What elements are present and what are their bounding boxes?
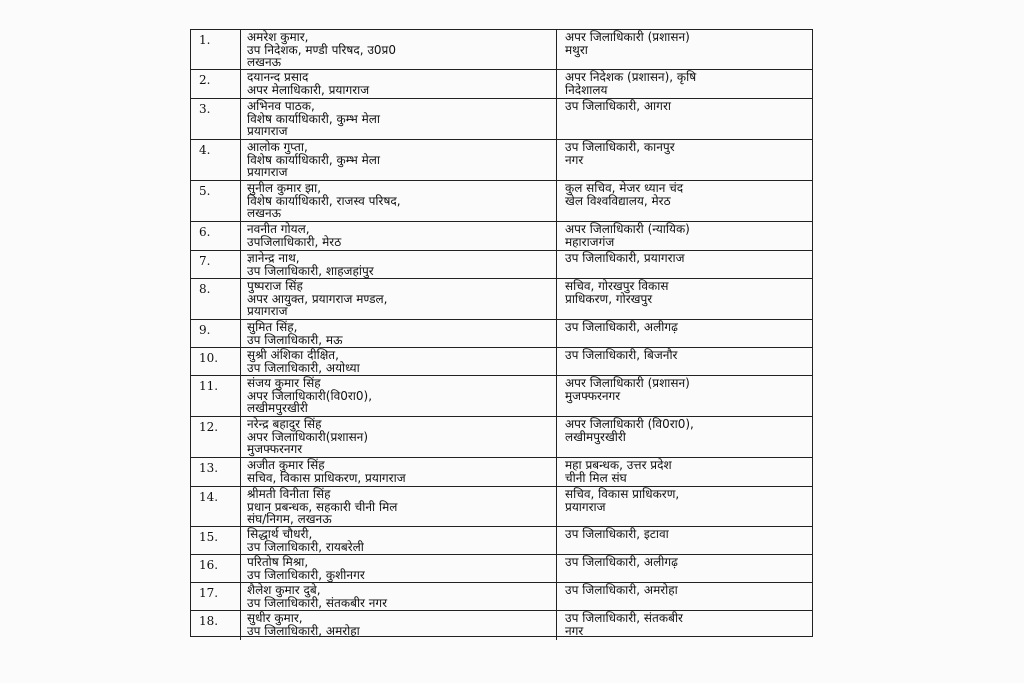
officer-new-post: सचिव, गोरखपुर विकास प्राधिकरण, गोरखपुर	[565, 279, 669, 306]
officer-current-post: परितोष मिश्रा, उप जिलाधिकारी, कुशीनगर	[241, 555, 557, 582]
officer-current-post: अजीत कुमार सिंह सचिव, विकास प्राधिकरण, प्रयागराज	[241, 458, 557, 486]
officer-new-post: उप जिलाधिकारी, बिजनौर	[565, 348, 678, 362]
table-row	[191, 251, 812, 279]
serial-number: 7.	[191, 251, 241, 278]
serial-number: 8.	[191, 279, 241, 319]
table-row	[191, 70, 812, 99]
officer-new-post: उप जिलाधिकारी, इटावा	[565, 527, 669, 541]
table-row	[191, 30, 812, 70]
serial-number: 14.	[191, 487, 241, 526]
serial-number: 18.	[191, 611, 241, 640]
officer-new-post: उप जिलाधिकारी, अलीगढ़	[565, 320, 678, 334]
officer-current-post: श्रीमती विनीता सिंह प्रधान प्रबन्धक, सहकारी चीनी मिल संघ/निगम, लखनऊ	[241, 487, 557, 526]
officer-new-post: अपर जिलाधिकारी (प्रशासन) मुजफ्फरनगर	[565, 376, 690, 403]
officer-new-post: उप जिलाधिकारी, कानपुर नगर	[565, 140, 675, 167]
transfer-table	[190, 29, 813, 637]
officer-new-post: उप जिलाधिकारी, प्रयागराज	[565, 251, 685, 265]
officer-current-post: नरेन्द्र बहादुर सिंह अपर जिलाधिकारी(प्रशासन) मुजफ्फरनगर	[241, 417, 557, 457]
serial-number: 16.	[191, 555, 241, 582]
serial-number: 15.	[191, 527, 241, 554]
table-row	[191, 527, 812, 555]
table-row	[191, 320, 812, 348]
serial-number: 17.	[191, 583, 241, 610]
table-row	[191, 99, 812, 140]
table-row	[191, 140, 812, 181]
serial-number: 3.	[191, 99, 241, 139]
table-row	[191, 181, 812, 222]
officer-current-post: अमरेश कुमार, उप निदेशक, मण्डी परिषद, उ0प्र0 लखनऊ	[241, 30, 557, 69]
serial-number: 10.	[191, 348, 241, 375]
officer-current-post: संजय कुमार सिंह अपर जिलाधिकारी(वि0रा0), लखीमपुरखीरी	[241, 376, 557, 416]
officer-new-post: उप जिलाधिकारी, अलीगढ़	[565, 555, 678, 569]
table-row	[191, 348, 812, 376]
serial-number: 6.	[191, 222, 241, 250]
officer-new-post: सचिव, विकास प्राधिकरण, प्रयागराज	[565, 487, 680, 514]
officer-new-post: अपर जिलाधिकारी (न्यायिक) महाराजगंज	[565, 222, 690, 249]
officer-new-post: उप जिलाधिकारी, आगरा	[565, 99, 671, 113]
serial-number: 4.	[191, 140, 241, 180]
table-row	[191, 417, 812, 458]
officer-new-post: उप जिलाधिकारी, अमरोहा	[565, 583, 678, 597]
table-row	[191, 279, 812, 320]
serial-number: 12.	[191, 417, 241, 457]
officer-new-post: उप जिलाधिकारी, संतकबीर नगर	[565, 611, 683, 638]
officer-new-post: कुल सचिव, मेजर ध्यान चंद खेल विश्वविद्यालय, मेरठ	[565, 181, 684, 208]
table-row	[191, 555, 812, 583]
officer-current-post: सुश्री अंशिका दीक्षित, उप जिलाधिकारी, अयोध्या	[241, 348, 557, 375]
officer-current-post: पुष्पराज सिंह अपर आयुक्त, प्रयागराज मण्डल, प्रयागराज	[241, 279, 557, 319]
serial-number: 9.	[191, 320, 241, 347]
serial-number: 11.	[191, 376, 241, 416]
serial-number: 1.	[191, 30, 241, 69]
serial-number: 2.	[191, 70, 241, 98]
officer-current-post: सिद्धार्थ चौधरी, उप जिलाधिकारी, रायबरेली	[241, 527, 557, 554]
officer-current-post: आलोक गुप्ता, विशेष कार्याधिकारी, कुम्भ मेला प्रयागराज	[241, 140, 557, 180]
officer-current-post: शैलेश कुमार दुबे, उप जिलाधिकारी, संतकबीर नगर	[241, 583, 557, 610]
table-row	[191, 487, 812, 527]
serial-number: 5.	[191, 181, 241, 221]
officer-current-post: दयानन्द प्रसाद अपर मेलाधिकारी, प्रयागराज	[241, 70, 557, 98]
officer-new-post: अपर जिलाधिकारी (वि0रा0), लखीमपुरखीरी	[565, 417, 694, 444]
officer-current-post: नवनीत गोयल, उपजिलाधिकारी, मेरठ	[241, 222, 557, 250]
officer-current-post: ज्ञानेन्द्र नाथ, उप जिलाधिकारी, शाहजहांपुर	[241, 251, 557, 278]
officer-new-post: महा प्रबन्धक, उत्तर प्रदेश चीनी मिल संघ	[565, 458, 672, 485]
table-row	[191, 611, 812, 640]
table-row	[191, 376, 812, 417]
table-row	[191, 583, 812, 611]
officer-new-post: अपर निदेशक (प्रशासन), कृषि निदेशालय	[565, 70, 697, 97]
officer-current-post: अभिनव पाठक, विशेष कार्याधिकारी, कुम्भ मेला प्रयागराज	[241, 99, 557, 139]
table-row	[191, 458, 812, 487]
officer-current-post: सुधीर कुमार, उप जिलाधिकारी, अमरोहा	[241, 611, 557, 640]
serial-number: 13.	[191, 458, 241, 486]
officer-current-post: सुनील कुमार झा, विशेष कार्याधिकारी, राजस्व परिषद, लखनऊ	[241, 181, 557, 221]
officer-new-post: अपर जिलाधिकारी (प्रशासन) मथुरा	[565, 30, 690, 57]
table-row	[191, 222, 812, 251]
officer-current-post: सुमित सिंह, उप जिलाधिकारी, मऊ	[241, 320, 557, 347]
